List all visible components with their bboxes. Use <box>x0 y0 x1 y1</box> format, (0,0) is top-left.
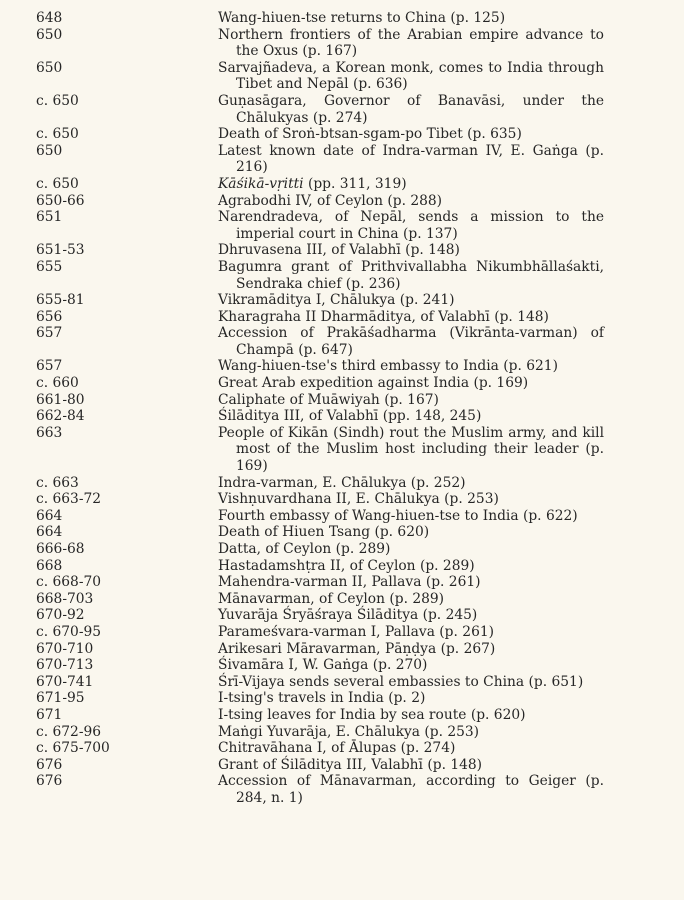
entry-description: Accession of Mānavarman, according to Geiger (p. 284, n. 1) <box>218 773 604 806</box>
entry-date: 655 <box>36 258 63 275</box>
chronology-entry <box>36 740 604 757</box>
entry-date: c. 663-72 <box>36 491 102 508</box>
chronology-entry <box>36 707 604 724</box>
entry-description: Śilāditya III, of Valabhī (pp. 148, 245) <box>218 408 482 425</box>
chronology-entry <box>36 193 604 210</box>
entry-description: Grant of Śilāditya III, Valabhī (p. 148) <box>218 756 483 773</box>
entry-description: Sarvajñadeva, a Korean monk, comes to India through Tibet and Nepāl (p. 636) <box>218 59 604 93</box>
entry-description: Arikesari Māravarman, Pāṇḍya (p. 267) <box>218 640 496 657</box>
chronology-entry <box>36 674 604 691</box>
entry-description: Vikramāditya I, Chālukya (p. 241) <box>218 292 455 309</box>
chronology-entry <box>36 724 604 741</box>
entry-date: 651 <box>36 209 63 226</box>
entry-description: Wang-hiuen-tse returns to China (p. 125) <box>218 10 506 26</box>
entry-description: Narendradeva, of Nepāl, sends a mission to the imperial court in China (p. 137) <box>218 209 604 242</box>
chronology-entry <box>36 607 604 624</box>
chronology-entry <box>36 491 604 508</box>
entry-description: I-tsing's travels in India (p. 2) <box>218 690 426 707</box>
chronology-entry <box>36 508 604 525</box>
entry-description: Maṅgi Yuvarāja, E. Chālukya (p. 253) <box>218 723 480 740</box>
chronology-entry <box>36 690 604 707</box>
entry-description: Vishṇuvardhana II, E. Chālukya (p. 253) <box>218 491 499 508</box>
entry-date: 662-84 <box>36 408 85 425</box>
entry-description: Parameśvara-varman I, Pallava (p. 261) <box>218 623 495 640</box>
entry-date: 657 <box>36 325 63 342</box>
chronology-entry <box>36 773 604 806</box>
entry-description: Bagumra grant of Prithvivallabha Nikumbhāllaśakti, Sendraka chief (p. 236) <box>218 258 604 292</box>
entry-date: 650 <box>36 59 63 76</box>
entry-date: 670-92 <box>36 607 85 624</box>
chronology-entry <box>36 641 604 658</box>
entry-date: c. 675-700 <box>36 740 110 757</box>
entry-description: Śivamāra I, W. Gaṅga (p. 270) <box>218 657 428 674</box>
chronology-entry <box>36 242 604 259</box>
chronology-entry <box>36 624 604 641</box>
entry-description: Datta, of Ceylon (p. 289) <box>218 541 391 557</box>
chronology-entry <box>36 524 604 541</box>
entry-date: 668 <box>36 557 63 574</box>
entry-date: 664 <box>36 507 63 524</box>
entry-description: Chitravāhana I, of Ālupas (p. 274) <box>218 740 456 757</box>
entry-date: 661-80 <box>36 391 85 408</box>
chronology-entry <box>36 259 604 292</box>
chronology-entry <box>36 541 604 558</box>
entry-date: 655-81 <box>36 292 85 309</box>
chronology-entry <box>36 209 604 242</box>
entry-date: 676 <box>36 756 63 773</box>
entry-date: 664 <box>36 524 63 541</box>
entry-date: c. 660 <box>36 375 79 392</box>
entry-description: Death of Hiuen Tsang (p. 620) <box>218 524 430 541</box>
chronology-entry <box>36 591 604 608</box>
chronology-entry <box>36 558 604 575</box>
chronology-entry <box>36 574 604 591</box>
entry-description: Northern frontiers of the Arabian empire advance to the Oxus (p. 167) <box>218 26 604 60</box>
entry-date: c. 672-96 <box>36 723 102 740</box>
entry-description: Mahendra-varman II, Pallava (p. 261) <box>218 574 481 591</box>
entry-description: Dhruvasena III, of Valabhī (p. 148) <box>218 242 460 259</box>
entry-description: I-tsing leaves for India by sea route (p. 620) <box>218 706 526 723</box>
entry-date: 671 <box>36 706 63 723</box>
entry-description: Agrabodhi IV, of Ceylon (p. 288) <box>218 192 443 209</box>
chronology-entry <box>36 27 604 60</box>
entry-description: Guṇasāgara, Governor of Banavāsi, under the Chālukyas (p. 274) <box>218 92 604 126</box>
entry-date: c. 650 <box>36 126 79 143</box>
chronology-entry <box>36 10 604 27</box>
chronology-entry <box>36 375 604 392</box>
chronology-entry <box>36 358 604 375</box>
entry-description: Caliphate of Muāwiyah (p. 167) <box>218 391 439 408</box>
entry-description: Kharagraha II Dharmāditya, of Valabhī (p. 148) <box>218 308 549 325</box>
chronology-entry <box>36 309 604 326</box>
entry-date: 670-741 <box>36 673 94 690</box>
chronology-list <box>36 10 604 807</box>
chronology-entry <box>36 475 604 492</box>
entry-description: Death of Sroṅ-btsan-sgam-po Tibet (p. 635) <box>218 126 522 143</box>
entry-date: 650 <box>36 142 63 159</box>
chronology-entry <box>36 176 604 193</box>
entry-description: Accession of Prakāśadharma (Vikrānta-varman) of Champā (p. 647) <box>218 325 604 358</box>
entry-date: 657 <box>36 358 63 375</box>
entry-date: 666-68 <box>36 541 85 557</box>
entry-date: 656 <box>36 308 63 325</box>
entry-date: 676 <box>36 773 63 790</box>
entry-date: c. 663 <box>36 474 79 491</box>
entry-description: Latest known date of Indra-varman IV, E. Gaṅga (p. 216) <box>218 142 604 176</box>
chronology-entry <box>36 60 604 93</box>
entry-description: Indra-varman, E. Chālukya (p. 252) <box>218 474 466 491</box>
entry-date: 650-66 <box>36 192 85 209</box>
entry-description: Yuvarāja Śryāśraya Śilāditya (p. 245) <box>218 607 478 624</box>
chronology-entry <box>36 757 604 774</box>
chronology-entry <box>36 126 604 143</box>
entry-date: 670-710 <box>36 640 94 657</box>
chronology-entry <box>36 143 604 176</box>
entry-date: c. 668-70 <box>36 574 102 591</box>
entry-date: 651-53 <box>36 242 85 259</box>
entry-description: Great Arab expedition against India (p. 169) <box>218 375 529 392</box>
chronology-entry <box>36 392 604 409</box>
entry-description: Fourth embassy of Wang-hiuen-tse to India (p. 622) <box>218 507 578 524</box>
entry-description: Wang-hiuen-tse's third embassy to India (p. 621) <box>218 358 558 375</box>
entry-date: 663 <box>36 424 63 441</box>
chronology-entry <box>36 408 604 425</box>
chronology-entry <box>36 657 604 674</box>
entry-description: Hastadamshṭra II, of Ceylon (p. 289) <box>218 557 475 574</box>
entry-date: c. 650 <box>36 175 79 192</box>
chronology-entry <box>36 292 604 309</box>
entry-description: Mānavarman, of Ceylon (p. 289) <box>218 590 445 607</box>
entry-date: 648 <box>36 10 63 26</box>
chronology-entry <box>36 93 604 126</box>
entry-description: Kāśikā-vṛitti (pp. 311, 319) <box>218 175 407 192</box>
entry-date: c. 650 <box>36 92 79 109</box>
chronology-entry <box>36 425 604 475</box>
entry-date: 671-95 <box>36 690 85 707</box>
entry-description: Śrī-Vijaya sends several embassies to China (p. 651) <box>218 673 584 690</box>
entry-date: 670-713 <box>36 657 94 674</box>
entry-date: 668-703 <box>36 590 94 607</box>
entry-date: 650 <box>36 26 63 43</box>
entry-description: People of Kikān (Sindh) rout the Muslim army, and kill most of the Muslim host including their leader (p. 169) <box>218 424 604 475</box>
chronology-entry <box>36 325 604 358</box>
entry-date: c. 670-95 <box>36 623 102 640</box>
